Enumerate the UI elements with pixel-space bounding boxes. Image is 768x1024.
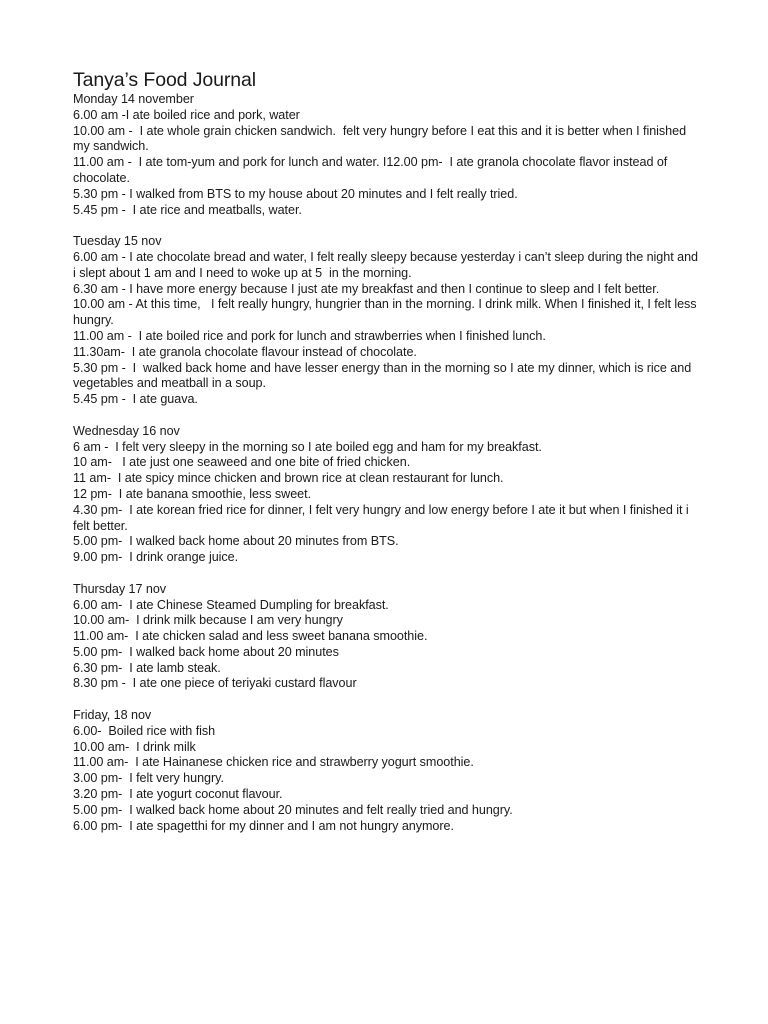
day-section-thursday [73, 582, 698, 693]
journal-entry: 6.00 am- I ate Chinese Steamed Dumpling for breakfast. [73, 597, 389, 612]
journal-entry: 11 am- I ate spicy mince chicken and brown rice at clean restaurant for lunch. [73, 471, 504, 486]
day-heading: Monday 14 november [73, 92, 194, 106]
day-heading: Thursday 17 nov [73, 581, 167, 596]
journal-entry: 5.45 pm - I ate guava. [73, 392, 198, 407]
journal-entry: 10 am- I ate just one seaweed and one bite of fried chicken. [73, 455, 411, 470]
page-title: Tanya’s Food Journal [73, 69, 257, 91]
journal-entry: 4.30 pm- I ate korean fried rice for dinner, I felt very hungry and low energy before I ate it but when I finished it i felt better. [73, 502, 693, 533]
journal-entry: 12 pm- I ate banana smoothie, less sweet. [73, 486, 312, 501]
journal-entry: 11.00 am- I ate chicken salad and less sweet banana smoothie. [73, 629, 428, 644]
day-heading: Wednesday 16 nov [73, 423, 180, 438]
journal-entry: 11.00 am- I ate Hainanese chicken rice and strawberry yogurt smoothie. [73, 755, 474, 770]
day-section-wednesday [73, 424, 698, 566]
section-spacer [73, 218, 698, 234]
journal-entry: 6.30 pm- I ate lamb steak. [73, 660, 221, 675]
journal-entry: 5.00 pm- I walked back home about 20 minutes [73, 644, 339, 659]
section-spacer [73, 566, 698, 582]
day-heading: Friday, 18 nov [73, 708, 152, 723]
journal-entry: 6 am - I felt very sleepy in the morning so I ate boiled egg and ham for my breakfast. [73, 439, 542, 454]
journal-entry: 10.00 am- I drink milk because I am very hungry [73, 613, 343, 628]
journal-entry: 11.00 am - I ate tom-yum and pork for lunch and water. I12.00 pm- I ate granola chocolate flavor instead of chocolate. [73, 155, 671, 185]
journal-page [73, 68, 702, 834]
journal-entry: 5.45 pm - I ate rice and meatballs, water. [73, 202, 302, 217]
day-section-tuesday [73, 234, 702, 408]
journal-entry: 5.00 pm- I walked back home about 20 minutes and felt really tried and hungry. [73, 802, 513, 817]
journal-entry: 6.00- Boiled rice with fish [73, 723, 216, 738]
journal-entry: 10.00 am - I ate whole grain chicken sandwich. felt very hungry before I eat this and it is better when I finished my sandwich. [73, 123, 690, 154]
journal-entry: 10.00 am - At this time, I felt really hungry, hungrier than in the morning. I drink milk. When I finished it, I felt less hungry. [73, 297, 700, 328]
journal-entry: 6.00 am -I ate boiled rice and pork, water [73, 107, 300, 122]
journal-entry: 5.00 pm- I walked back home about 20 minutes from BTS. [73, 534, 399, 549]
day-section-monday [73, 92, 698, 218]
journal-entry: 3.20 pm- I ate yogurt coconut flavour. [73, 787, 283, 802]
journal-entry: 10.00 am- I drink milk [73, 739, 196, 754]
section-spacer [73, 692, 698, 708]
journal-entry: 6.00 pm- I ate spagetthi for my dinner and I am not hungry anymore. [73, 818, 454, 833]
journal-entry: 11.00 am - I ate boiled rice and pork for lunch and strawberries when I finished lunch. [73, 328, 546, 343]
journal-entry: 6.30 am - I have more energy because I just ate my breakfast and then I continue to sleep and I felt better. [73, 281, 660, 296]
journal-entry: 11.30am- I ate granola chocolate flavour instead of chocolate. [73, 344, 417, 359]
journal-entry: 8.30 pm - I ate one piece of teriyaki custard flavour [73, 676, 357, 691]
section-spacer [73, 408, 698, 424]
day-heading: Tuesday 15 nov [73, 234, 162, 249]
journal-entry: 6.00 am - I ate chocolate bread and water, I felt really sleepy because yesterday i can’t sleep during the night and i slept about 1 am and I need to woke up at 5 in the morning. [73, 249, 702, 280]
journal-entry: 3.00 pm- I felt very hungry. [73, 771, 224, 786]
journal-entry: 9.00 pm- I drink orange juice. [73, 550, 239, 565]
day-section-friday [73, 708, 698, 834]
journal-entry: 5.30 pm - I walked from BTS to my house about 20 minutes and I felt really tried. [73, 186, 518, 201]
journal-entry: 5.30 pm - I walked back home and have lesser energy than in the morning so I ate my dinner, which is rice and vegetables and meatball in a soup. [73, 360, 695, 391]
